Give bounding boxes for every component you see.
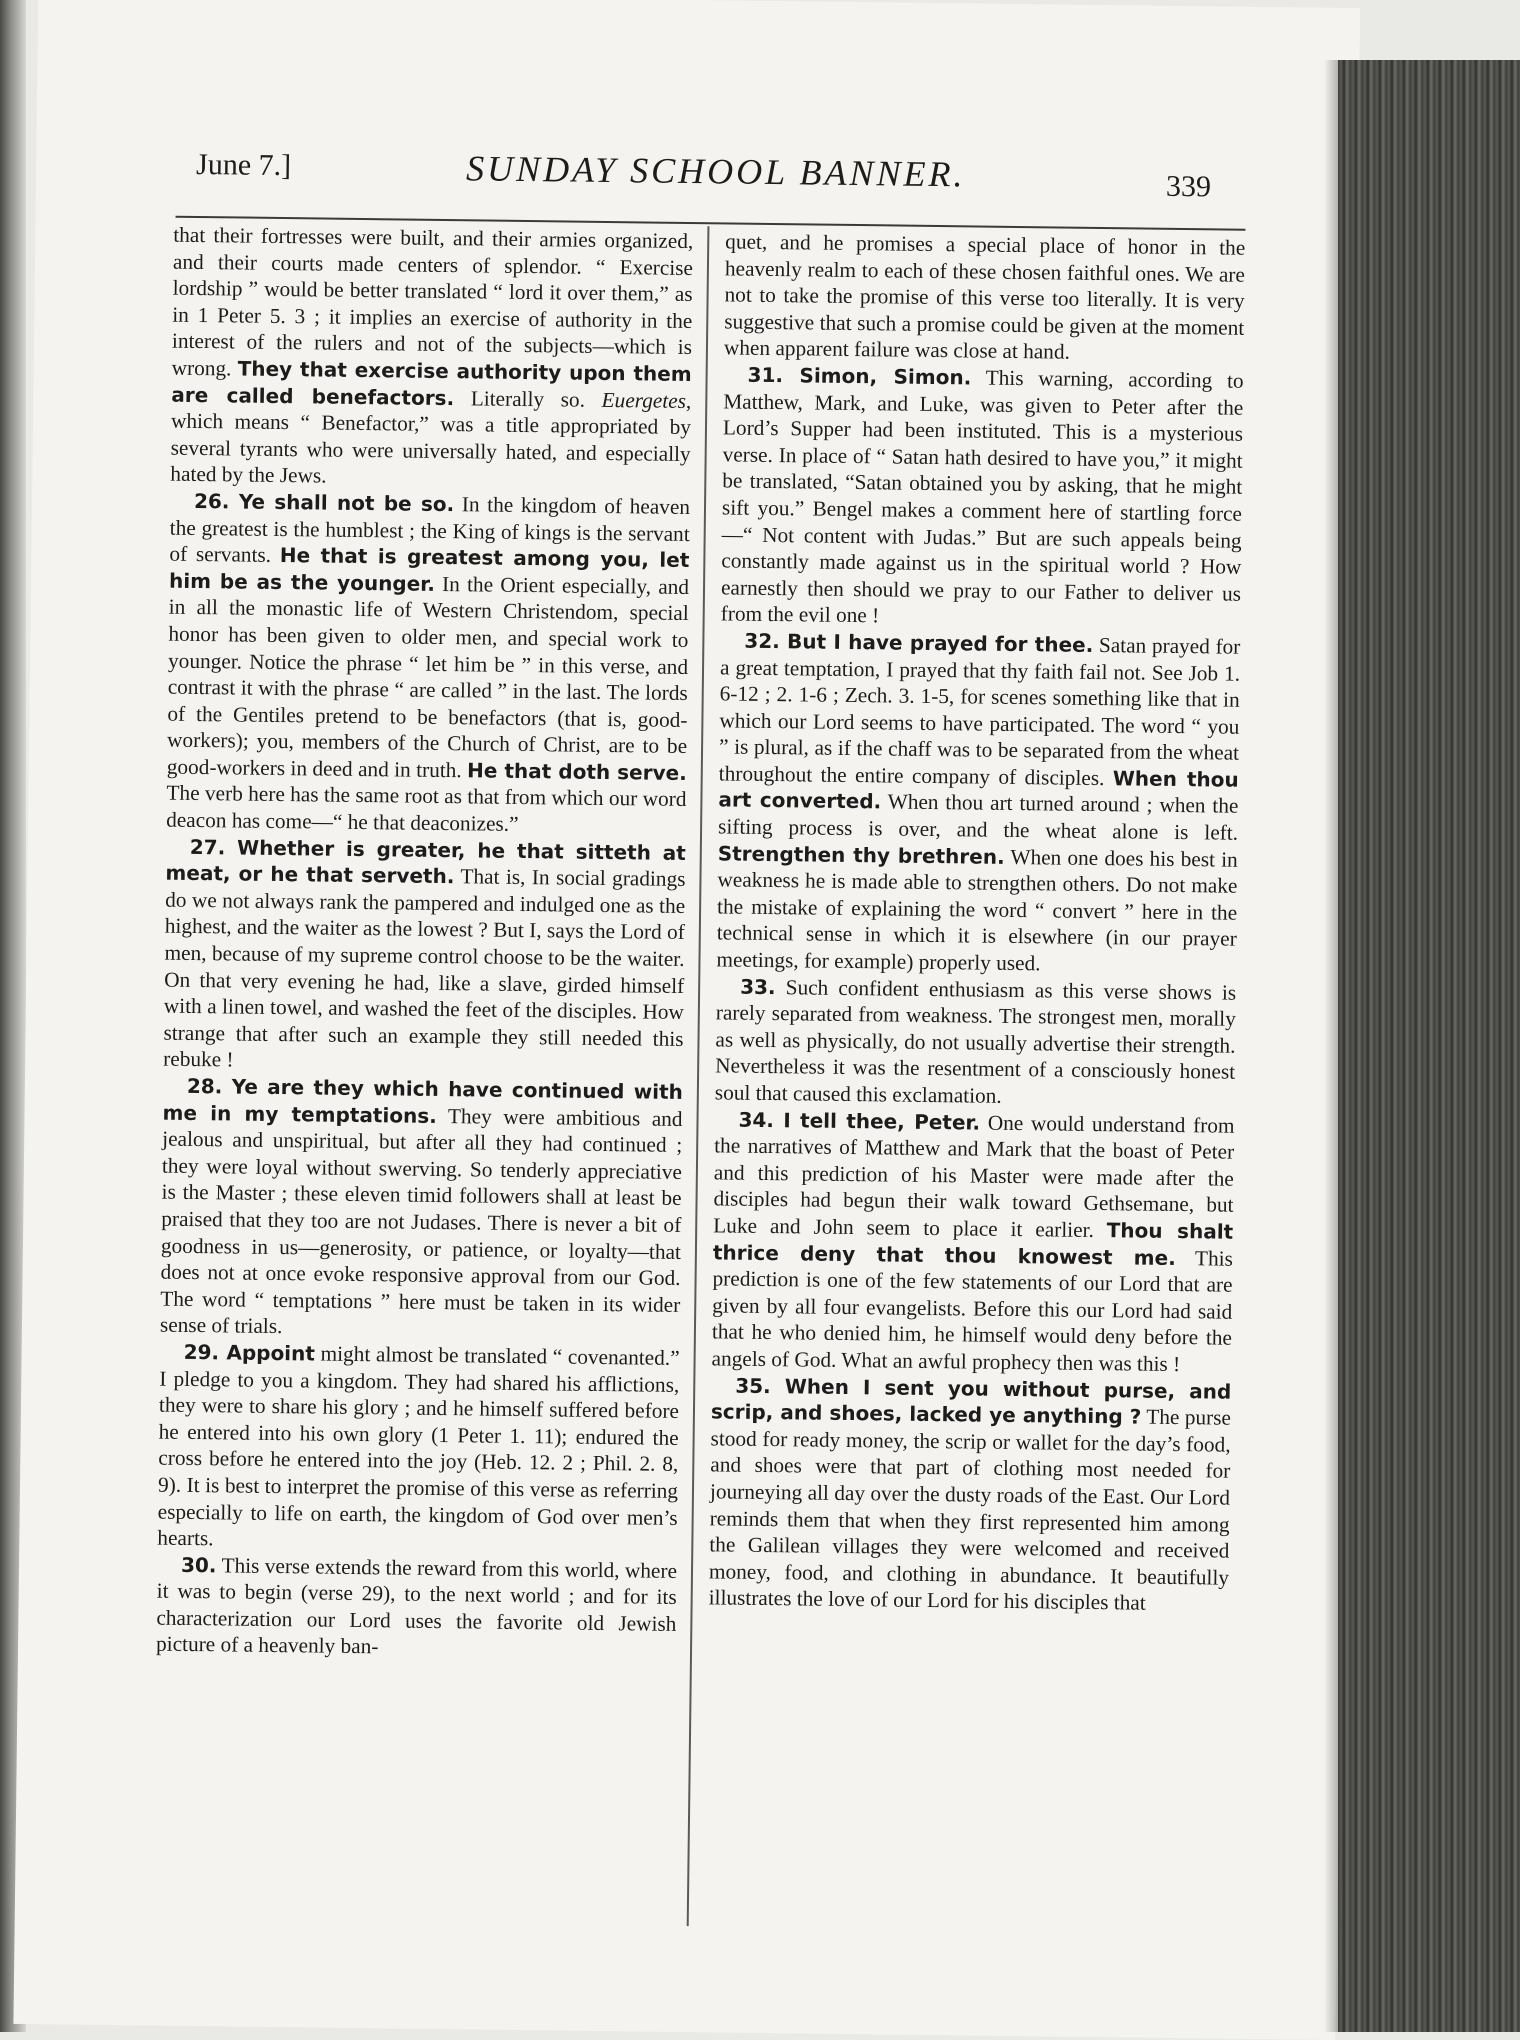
paragraph [170,222,693,494]
verse-heading: 31. Simon, Simon. [747,362,972,390]
verse-heading: 27. Whether is greater, he that sitteth at meat, or he that serveth. [165,834,686,889]
paragraph-text: The purse stood for ready money, the scrip or wallet for the day’s food, and shoes were that part of clothing most needed for journeying all day over the dusty roads of the East. Our Lord reminds them that when they first represented him among the Galilean villages they were welcomed and received money, food, and clothing in abundance. It beautifully illustrates the love of our Lord for his disciples that [708,1404,1232,1615]
paragraph-text: When thou art turned around ; when the sifting process is over, and the wheat alone is left. [717,789,1239,845]
paragraph-verse-30 [156,1551,677,1664]
verse-heading: 30. [180,1552,217,1577]
paragraph-text: They were ambitious and jealous and unspiritual, but after all they had continued ; they were loyal without swerving. So tenderly appreciative is the Master ; these eleven timid followers shall at least be praised that they too are not Judases. There is never a bit of goodness in us—generosity, or patience, or loyalty—that does not at once evoke responsive approval from our God. The word “ temptations ” here must be taken in its wider sense of trials. [159,1103,683,1339]
paragraph-text: This warning, according to Matthew, Mark, and Luke, was given to Peter after the Lord’s Supper had been instituted. This is a mysterious verse. In place of “ Satan hath desired to have you,” it might be translated, “Satan obtained you by asking, that he might sift you.” Bengel makes a comment here of startling force—“ Not content with Judas.” But are such appeals being constantly made against us in the spiritual world ? How earnestly then should we pray to our Father to deliver us from the evil one ! [720,365,1244,628]
verse-heading: 32. But I have prayed for thee. [744,628,1094,657]
paragraph-text: Such confident enthusiasm as this verse shows is rarely separated from weakness. The strongest men, morally as well as physically, do not usually advertise their strength. Nevertheless it was the resentment of a consciously honest soul that caused this exclamation. [714,974,1237,1108]
bold-lemma: He that is greatest among you, let him be as the younger. [168,543,690,596]
paragraph-text: that their fortresses were built, and their armies organized, and their courts made centers of splendor. “ Exercise lordship ” would be better translated “ lord it over them,” as in 1 Peter 5. 3 ; it implies an exercise of authority in the interest of the rulers and not of the subjects—which is wrong. [171,222,694,381]
paragraph-verse-28 [160,1073,683,1345]
running-header [166,142,1247,215]
paragraph-verse-32 [716,627,1240,979]
paragraph-text: This prediction is one of the few statements of our Lord that are given by all four evangelists. Before this our Lord had said that he who denied him, he himself would deny before the angels of God. What an awful prophecy then was this ! [711,1245,1234,1377]
paragraph-text: When one does his best in weakness he is made able to strengthen others. Do not make the mistake of explaining the word “ convert ” here in the technical sense in which it is elsewhere (in our prayer meetings, for example) properly used. [716,844,1238,976]
paragraph-text: In the Orient especially, and in all the monastic life of Western Christendom, special honor has been given to older men, and special work to younger. Notice the phrase “ let him be ” in this verse, and contrast it with the phrase “ are called ” in the last. The lords of the Gentiles pretend to be benefactors (that is, good-workers); you, members of the Church of Christ, are to be good-workers in deed and in truth. [166,571,690,783]
page-number: 339 [1165,169,1212,204]
paragraph-text: In the kingdom of heaven the greatest is the humblest ; the King of kings is the servant of servants. [169,492,691,568]
paragraph-verse-26 [166,488,690,840]
verse-heading: 34. I tell thee, Peter. [738,1107,981,1135]
bold-lemma: He that doth serve. [466,758,687,785]
bold-lemma: Thou shalt thrice deny that thou knowest me. [712,1218,1234,1270]
book-spine-edge [1338,60,1520,2032]
paragraph-text: quet, and he promises a special place of honor in the heavenly realm to each of these chosen faithful ones. We are not to take the promise of this verse too literally. It is very suggestive that such a promise could be given at the moment when apparent failure was close at hand. [723,229,1246,365]
verse-heading: 33. [740,974,776,999]
paragraph-verse-27 [163,833,686,1079]
verse-heading: 26. Ye shall not be so. [193,488,455,517]
paragraph-verse-29 [157,1339,680,1558]
paragraph-text: One would understand from the narratives of Matthew and Mark that the boast of Peter and this prediction of his Master were made after the disciples had begun their walk toward Gethsemane, but Luke and John seem to place it earlier. [713,1110,1235,1243]
left-column [156,222,694,1664]
bold-lemma: When thou art converted. [718,766,1239,814]
verse-heading: 35. When I sent you without purse, and scrip, and shoes, lacked ye anything ? [710,1373,1232,1429]
paragraph-verse-34 [711,1106,1234,1378]
paragraph-verse-35 [709,1372,1232,1618]
verse-heading: 29. Appoint [183,1339,316,1366]
header-title: SUNDAY SCHOOL BANNER. [465,148,966,195]
paragraph [724,228,1246,367]
paragraph-verse-31 [721,361,1244,633]
right-column [709,228,1246,1617]
paragraph-text: , which means “ Benefactor,” was a title appropriated by several tyrants who were universally hated, and especially hated by the Jews. [170,388,692,488]
paragraph-text: This verse extends the reward from this world, where it was to begin (verse 29), to the next world ; and for its characterization our Lord uses the favorite old Jewish picture of a heavenly ban- [155,1552,678,1659]
verse-heading: 28. Ye are they which have continued with me in my temptations. [162,1073,684,1128]
paragraph-text: Satan prayed for a great temptation, I prayed that thy faith fail not. See Job 1. 6-12 ; 2. 1-6 ; Zech. 3. 1-5, for scenes something like that in which our Lord seems to have participated. The word “ you ” is plural, as if the chaff was to be separated from the wheat throughout the entire company of disciples. [718,632,1241,791]
paragraph-text: might almost be translated “ covenanted.” I pledge to you a kingdom. They had shared his afflictions, they were to share his glory ; and he himself suffered before he entered into his own glory (1 Peter 1. 11); endured the cross before he entered into the joy (Heb. 12. 2 ; Phil. 2. 8, 9). It is best to interpret the promise of this verse as referring especially to life on earth, the kingdom of God over men’s hearts. [157,1341,680,1551]
paragraph-text: That is, In social gradings do we not always rank the pampered and indulged one as the highest, and the waiter as the lowest ? But I, says the Lord of men, because of my supreme control choose to be the waiter. On that very evening he had, like a slave, girded himself with a linen towel, and washed the feet of the disciples. How strange that after such an example they still needed this rebuke ! [163,864,686,1072]
paragraph-verse-33 [715,973,1237,1112]
header-date: June 7.] [195,147,292,183]
paragraph-text: The verb here has the same root as that from which our word deacon has come—“ he that deaconizes.” [166,781,687,837]
bold-lemma: Strengthen thy brethren. [717,841,1005,869]
paragraph-text: Literally so. [454,385,602,412]
bold-lemma: They that exercise authority upon them are called benefactors. [171,356,692,410]
italic-term: Euergetes [601,387,687,413]
book-page [13,0,1360,2040]
